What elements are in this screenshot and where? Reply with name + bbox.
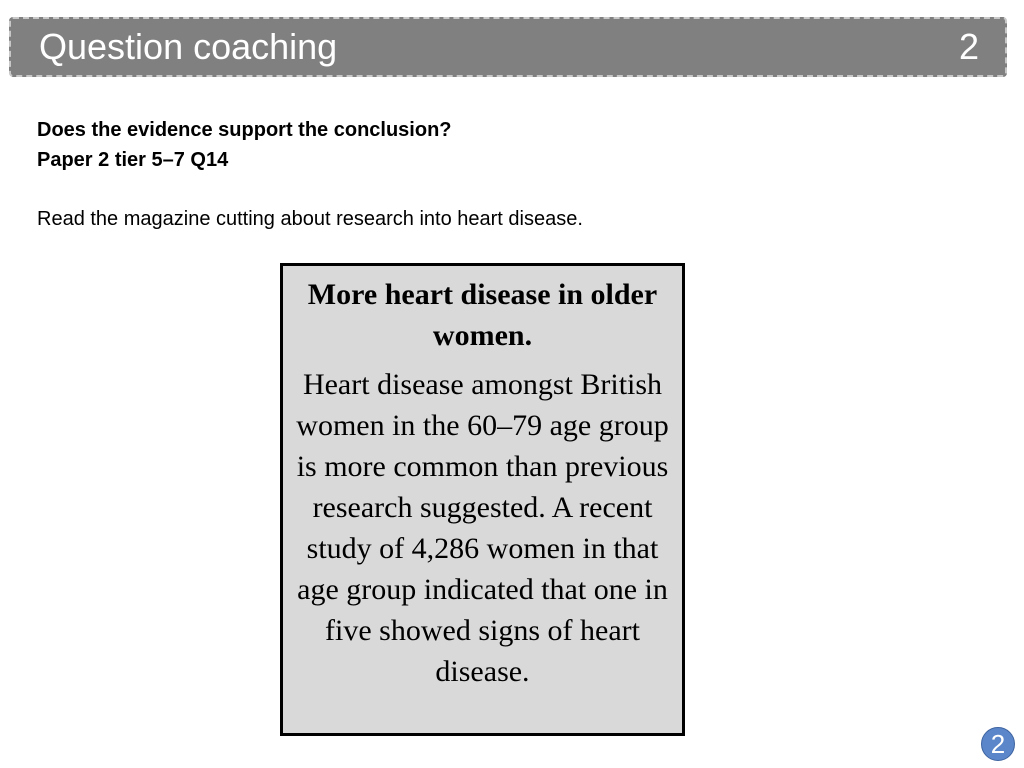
question-heading	[37, 115, 452, 175]
header-bar	[9, 17, 1007, 77]
cutting-headline: More heart disease in older women.	[307, 278, 658, 352]
question-title: Does the evidence support the conclusion?	[37, 119, 452, 141]
instruction-text: Read the magazine cutting about research into heart disease.	[37, 208, 583, 230]
cutting-body: Heart disease amongst British women in the 60–79 age group is more common than previous research suggested. A recent study of 4,286 women in that age group indicated that one in five showed signs of heart disease.	[296, 368, 669, 688]
slide-title: Question coaching	[39, 26, 338, 67]
magazine-cutting	[280, 263, 685, 736]
slide-number: 2	[958, 26, 979, 67]
page-number-badge[interactable]: 2	[981, 727, 1015, 761]
question-reference: Paper 2 tier 5–7 Q14	[37, 149, 229, 171]
